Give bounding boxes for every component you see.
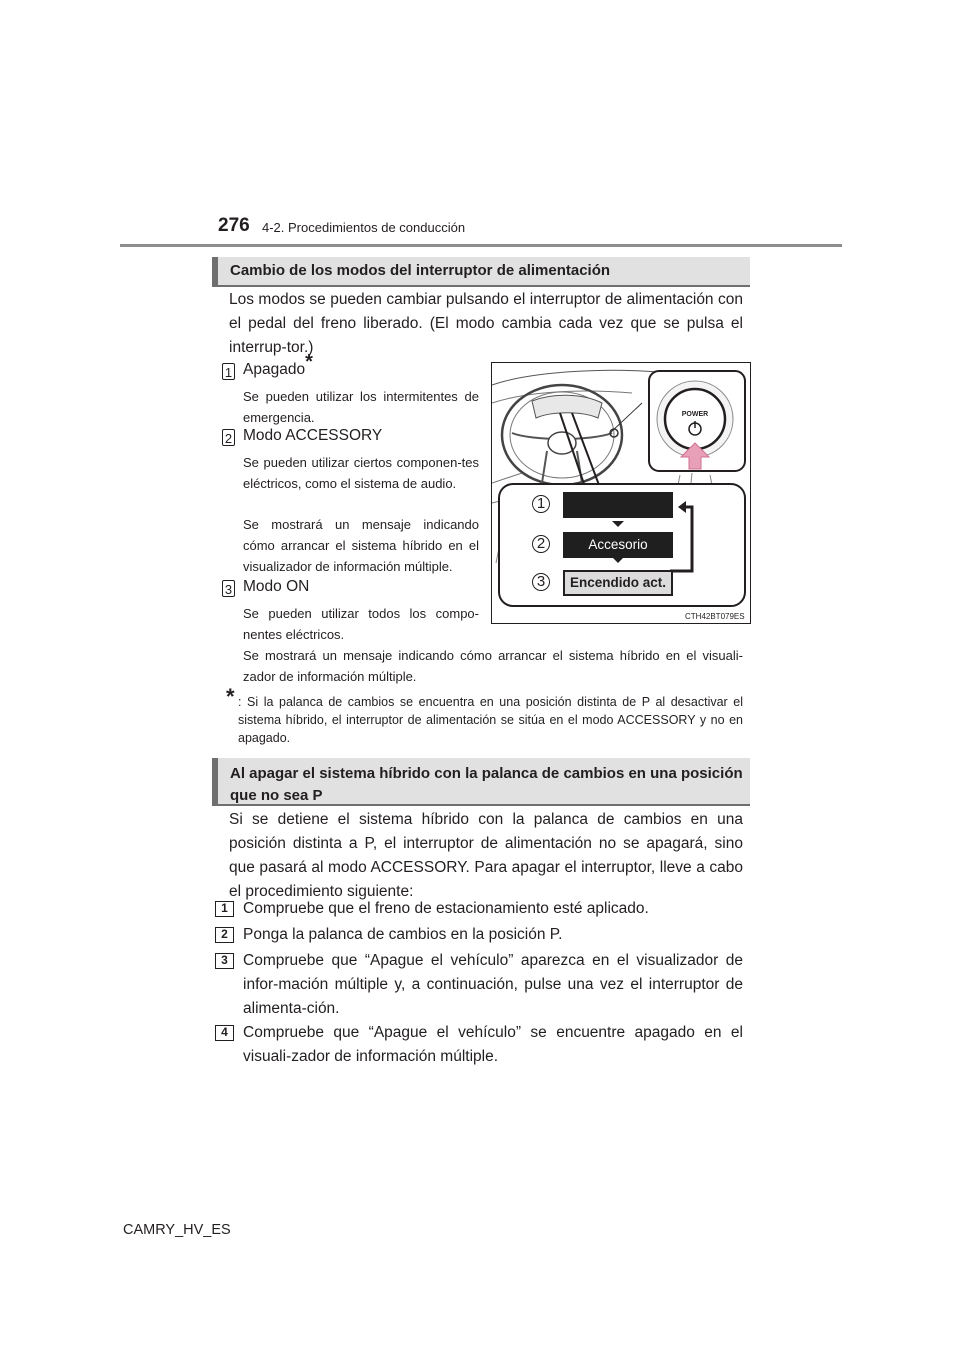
figure-mode-number-3: 3 (532, 573, 550, 591)
section-intro: Los modos se pueden cambiar pulsando el interruptor de alimentación con el pedal del freno liberado. (El modo cambia cada vez que se pulsa el interrup-tor.) (229, 291, 743, 356)
item-title-accessory: Modo ACCESSORY (243, 427, 383, 444)
step-text-3: Compruebe que “Apague el vehículo” aparezca en el visualizador de infor-mación múltiple y, a continuación, pulse una vez el interruptor de alimenta-ción. (243, 952, 743, 1017)
step-text-1: Compruebe que el freno de estacionamiento esté aplicado. (243, 900, 649, 917)
figure-code: CTH42BT079ES (685, 612, 745, 621)
section-heading-shutdown-not-p: Al apagar el sistema híbrido con la palanca de cambios en una posición que no sea P (212, 758, 750, 804)
item-desc-accessory-1: Se pueden utilizar ciertos componen-tes eléctricos, como el sistema de audio. (243, 455, 479, 491)
step-number-2: 2 (215, 927, 234, 943)
item-number-1: 1 (222, 363, 235, 380)
footnote-mark: * (226, 684, 235, 709)
breadcrumb: 4-2. Procedimientos de conducción (262, 220, 466, 235)
item-desc-on-1: Se pueden utilizar todos los compo-nentes eléctricos. (243, 606, 479, 642)
step-number-4: 4 (215, 1025, 234, 1041)
item-desc-accessory-2: Se mostrará un mensaje indicando cómo arrancar el sistema híbrido en el visualizador de información múltiple. (243, 517, 479, 574)
header-rule (120, 244, 842, 247)
figure-mode-on: Encendido act. (563, 570, 673, 596)
item-title-on: Modo ON (243, 578, 310, 595)
item-title-off: Apagado* (243, 350, 313, 378)
figure-mode-accessory: Accesorio (563, 532, 673, 558)
footnote-text: : Si la palanca de cambios se encuentra en una posición distinta de P al desactivar el sistema híbrido, el interruptor de alimentación se sitúa en el modo ACCESSORY y no en apagado. (238, 695, 743, 745)
step-number-1: 1 (215, 901, 234, 917)
item-desc-on-2: Se mostrará un mensaje indicando cómo arrancar el sistema híbrido en el visuali-zador de información múltiple. (243, 648, 743, 684)
figure-mode-off (563, 492, 673, 518)
item-number-3: 3 (222, 580, 235, 597)
section2-intro: Si se detiene el sistema híbrido con la palanca de cambios en una posición distinta a P, el interruptor de alimentación no se apagará, sino que pasará al modo ACCESSORY. Para apagar el interruptor, lleve a cabo el procedimiento siguiente: (229, 811, 743, 900)
figure-mode-number-1: 1 (532, 495, 550, 513)
item-number-2: 2 (222, 429, 235, 446)
power-switch-figure (491, 362, 751, 624)
step-text-2: Ponga la palanca de cambios en la posición P. (243, 926, 563, 943)
item-desc-off: Se pueden utilizar los intermitentes de emergencia. (243, 389, 479, 425)
figure-mode-number-2: 2 (532, 535, 550, 553)
step-number-3: 3 (215, 953, 234, 969)
step-text-4: Compruebe que “Apague el vehículo” se encuentre apagado en el visuali-zador de información múltiple. (243, 1024, 743, 1065)
section-heading-power-modes: Cambio de los modos del interruptor de alimentación (212, 257, 750, 285)
model-code: CAMRY_HV_ES (123, 1222, 231, 1238)
page-number: 276 (218, 215, 250, 236)
figure-power-label: POWER (681, 411, 709, 418)
